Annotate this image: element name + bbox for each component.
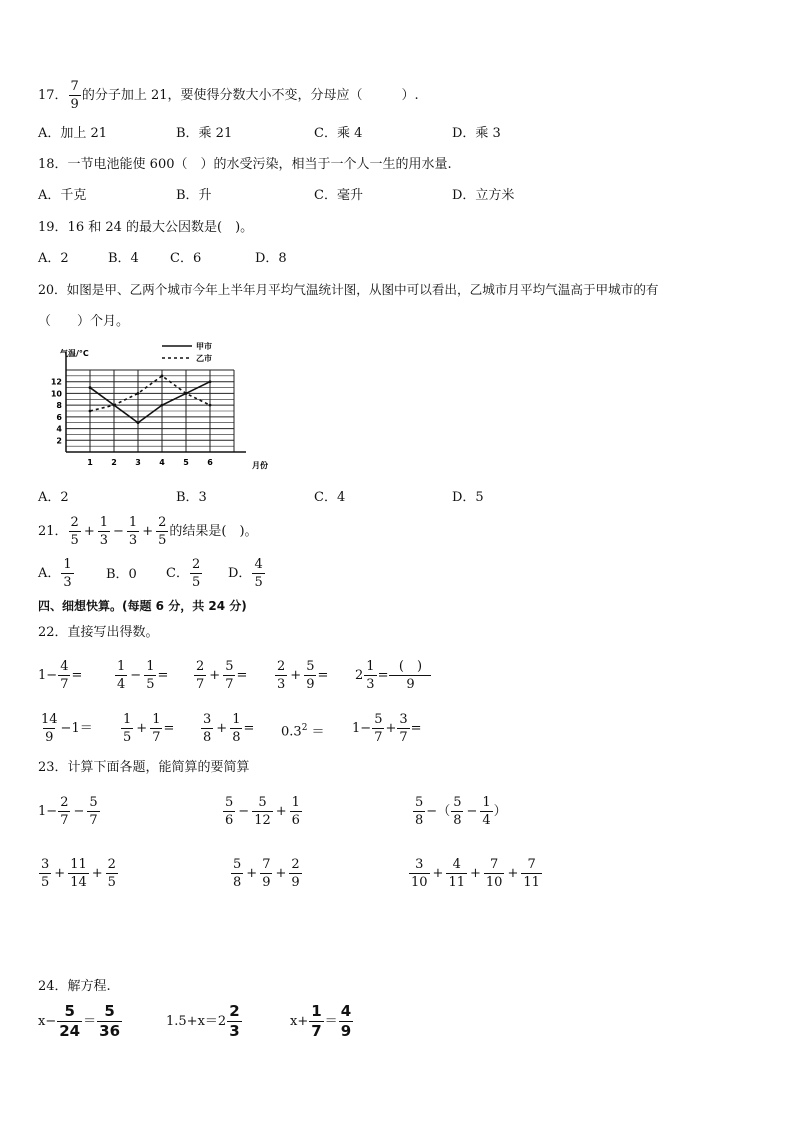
- q18-option-a[interactable]: A．千克: [38, 188, 87, 203]
- q22-item-3: $\frac{2}{7}$ + $\frac{5}{7}$ =: [196, 659, 248, 692]
- y-tick-label: 4: [56, 424, 62, 434]
- q21-option-d[interactable]: D． $\frac{4}{5}$: [228, 557, 263, 590]
- question-17: 17． $\frac{7}{9}$ 的分子加上 21，要使得分数大小不变，分母应（ ）.: [38, 79, 419, 112]
- q19-option-a[interactable]: A．2: [38, 251, 69, 266]
- q22-item-2: $\frac{1}{4}$ − $\frac{1}{5}$ =: [117, 659, 169, 692]
- q17-option-d[interactable]: D．乘 3: [452, 126, 501, 141]
- q20-option-c[interactable]: C．4: [314, 490, 346, 505]
- x-tick-label: 2: [111, 458, 117, 467]
- q24-equation-3: x+ $\frac{1}{7}$ ＝ $\frac{4}{9}$: [290, 1002, 352, 1040]
- q19-option-b[interactable]: B．4: [108, 251, 139, 266]
- q19-option-d[interactable]: D．8: [255, 251, 287, 266]
- series-point: [137, 421, 140, 424]
- series-point: [113, 404, 116, 407]
- q22-item-8: $\frac{3}{8}$ + $\frac{1}{8}$ =: [203, 712, 255, 745]
- legend-label: 乙市: [196, 354, 212, 363]
- series-point: [89, 410, 92, 413]
- series-point: [209, 380, 212, 383]
- q20-option-d[interactable]: D．5: [452, 490, 484, 505]
- question-22: 22．直接写出得数。: [38, 625, 159, 640]
- question-23: 23．计算下面各题，能简算的要简算: [38, 760, 250, 775]
- chart-legend: [162, 341, 212, 363]
- question-20-line2: （ ）个月。: [38, 314, 130, 329]
- q24-equation-1: x− $\frac{5}{24}$ ＝ $\frac{5}{36}$: [38, 1002, 121, 1040]
- series-point: [89, 386, 92, 389]
- q20-option-a[interactable]: A．2: [38, 490, 69, 505]
- fraction-7-9: $\frac{7}{9}$: [70, 79, 79, 112]
- series-point: [161, 404, 164, 407]
- y-tick-label: 6: [56, 412, 62, 422]
- y-tick-label: 12: [50, 377, 62, 387]
- q23-item-3: $\frac{5}{8}$ −（ $\frac{5}{8}$ − $\frac{1}{4}$ ）: [415, 795, 507, 828]
- q22-item-7: $\frac{1}{5}$ + $\frac{1}{7}$ =: [123, 712, 175, 745]
- q18-option-d[interactable]: D．立方米: [452, 188, 515, 203]
- q17-option-c[interactable]: C．乘 4: [314, 126, 363, 141]
- y-tick-label: 8: [56, 401, 62, 411]
- x-axis-title: 月份: [252, 461, 268, 470]
- q23-item-1: 1− $\frac{2}{7}$ − $\frac{5}{7}$: [38, 795, 98, 828]
- temperature-chart: [44, 340, 294, 480]
- series-point: [185, 392, 188, 395]
- y-axis-title: 气温/°C: [60, 349, 89, 358]
- question-21: 21． $\frac{2}{5}$ + $\frac{1}{3}$ − $\frac{1}{3}$ + $\frac{2}{5}$ 的结果是( )。: [38, 515, 258, 548]
- q17-option-b[interactable]: B．乘 21: [176, 126, 233, 141]
- q23-item-4: $\frac{3}{5}$ + $\frac{11}{14}$ + $\frac{2}{5}$: [41, 857, 116, 890]
- q18-option-c[interactable]: C．毫升: [314, 188, 363, 203]
- q19-option-c[interactable]: C．6: [170, 251, 202, 266]
- q17-option-a[interactable]: A．加上 21: [38, 126, 108, 141]
- series-point: [137, 392, 140, 395]
- q22-item-9: $0.3^2$ ＝: [281, 723, 325, 740]
- legend-label: 甲市: [196, 342, 212, 351]
- x-tick-label: 1: [87, 458, 93, 467]
- q21-option-c[interactable]: C． $\frac{2}{5}$: [166, 557, 201, 590]
- q23-item-5: $\frac{5}{8}$ + $\frac{7}{9}$ + $\frac{2}{9}$: [233, 857, 300, 890]
- x-tick-label: 3: [135, 458, 141, 467]
- q22-item-5: 2 $\frac{1}{3}$ = $\frac{( )}{9}$: [355, 660, 432, 691]
- question-18: 18．一节电池能使 600（ ）的水受污染，相当于一个人一生的用水量.: [38, 157, 452, 172]
- question-24: 24．解方程.: [38, 979, 111, 994]
- series-point: [209, 404, 212, 407]
- question-20-line1: 20．如图是甲、乙两个城市今年上半年月平均气温统计图，从图中可以看出，乙城市月平均气温高于甲城市的有: [38, 282, 659, 297]
- q22-item-4: $\frac{2}{3}$ + $\frac{5}{9}$ =: [277, 659, 329, 692]
- x-tick-label: 5: [183, 458, 189, 467]
- question-19: 19．16 和 24 的最大公因数是( )。: [38, 220, 254, 235]
- section-4-title: 四、细想快算。(每题 6 分，共 24 分): [38, 599, 247, 613]
- x-tick-label: 4: [159, 458, 165, 467]
- q24-equation-2: 1.5+x＝2 $\frac{2}{3}$: [166, 1002, 240, 1040]
- q20-option-b[interactable]: B．3: [176, 490, 207, 505]
- q18-option-b[interactable]: B．升: [176, 188, 212, 203]
- q23-item-6: $\frac{3}{10}$ + $\frac{4}{11}$ + $\frac{7}{10}$ + $\frac{7}{11}$: [411, 857, 540, 890]
- q22-item-10: 1− $\frac{5}{7}$ + $\frac{3}{7}$ =: [352, 712, 422, 745]
- q21-option-b[interactable]: B．0: [106, 567, 137, 582]
- q22-item-1: 1− $\frac{4}{7}$ =: [38, 659, 83, 692]
- series-point: [161, 374, 164, 377]
- q23-item-2: $\frac{5}{6}$ − $\frac{5}{12}$ + $\frac{1}{6}$: [225, 795, 300, 828]
- x-tick-label: 6: [207, 458, 213, 467]
- chart-grid: [66, 352, 246, 452]
- y-tick-label: 2: [56, 436, 62, 446]
- q21-option-a[interactable]: A． $\frac{1}{3}$: [38, 557, 72, 590]
- q22-item-6: $\frac{14}{9}$ −1＝: [41, 712, 93, 745]
- y-tick-label: 10: [50, 389, 62, 399]
